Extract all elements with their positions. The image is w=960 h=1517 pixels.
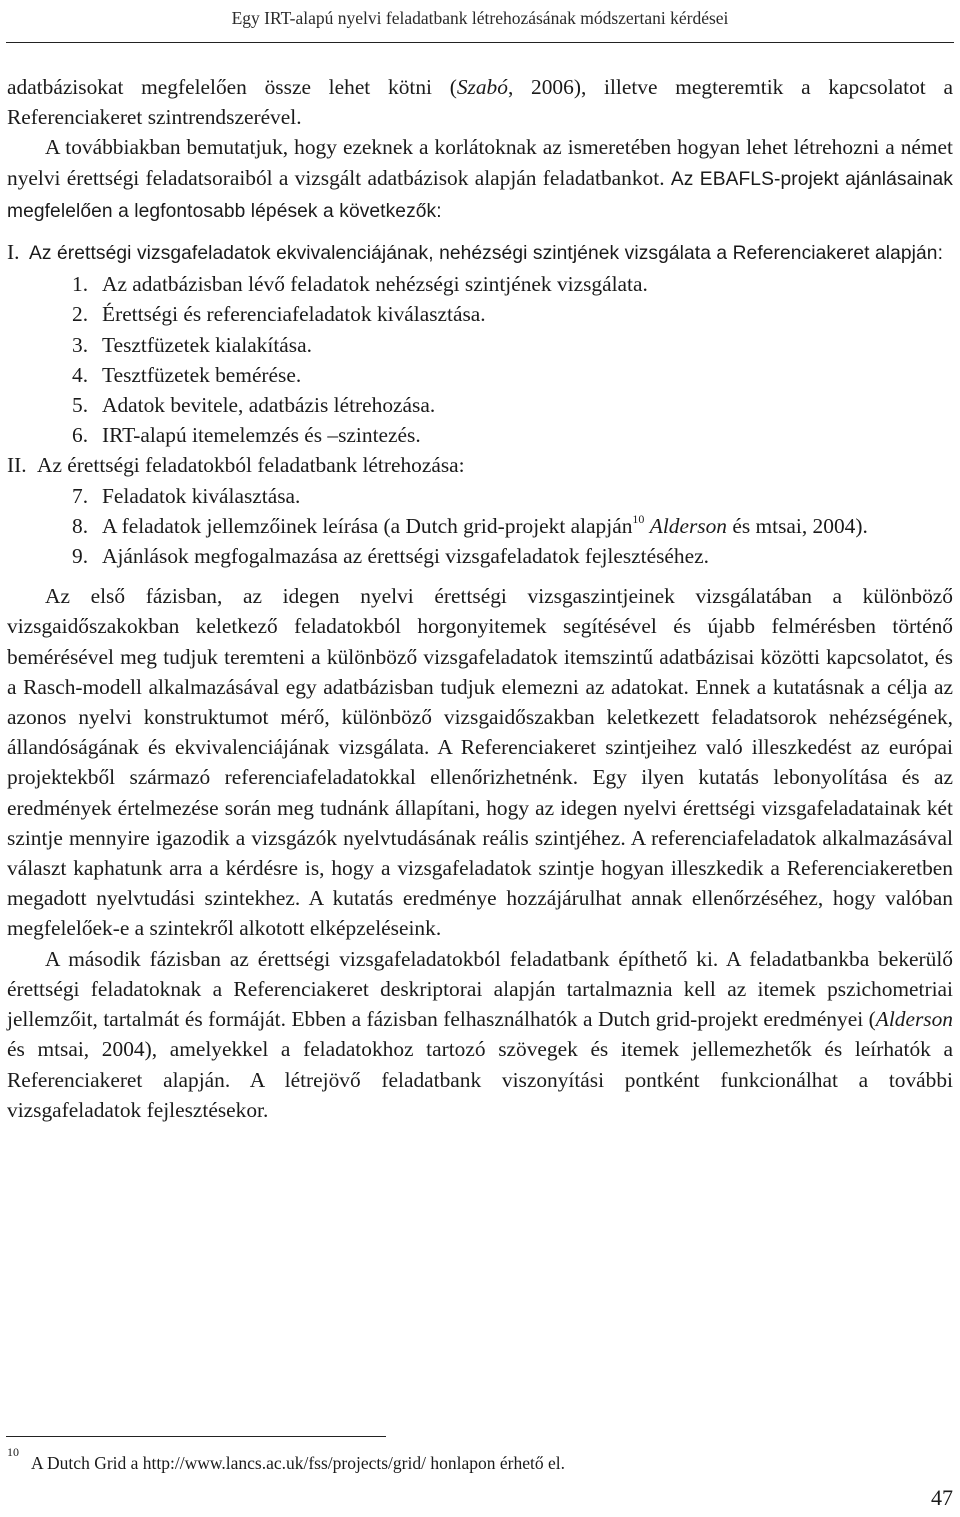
step-number: 4. (72, 362, 89, 387)
step-item (7, 420, 953, 450)
step-number: 8. (72, 513, 89, 538)
step-text-end: és mtsai, 2004). (727, 513, 868, 538)
citation-alderson: Alderson (649, 513, 727, 538)
step-number: 6. (72, 423, 89, 448)
step-number: 9. (72, 544, 89, 569)
step-number: 3. (72, 332, 89, 357)
step-text: Érettségi és referenciafeladatok kiválasztása. (102, 302, 486, 327)
footnote (7, 1445, 907, 1474)
phase-text: Az érettségi vizsgafeladatok ekvivalenciájának, nehézségi szintjének vizsgálata a Referenciakeret alapján: (29, 243, 943, 265)
spacer (7, 227, 953, 237)
footnote-marker: 10 (7, 1445, 19, 1460)
page-number: 47 (931, 1485, 953, 1510)
body-paragraph-2 (7, 944, 953, 1125)
step-text: Tesztfüzetek bemérése. (102, 362, 302, 387)
step-text: Feladatok kiválasztása. (102, 483, 301, 508)
citation-szabo: Szabó (456, 75, 508, 99)
body-paragraph-1: Az első fázisban, az idegen nyelvi érettségi vizsgaszintjeinek vizsgálatában a különböző vizsgaidőszakokban keletkező feladatokból horgonyitemek segítésével és újabb felmérésben történő bemérésével meg tudjuk teremteni a különböző vizsgafeladatok itemszintű adatbázisai közötti kapcsolatot, és a Rasch-modell alkalmazásával egy adatbázisban tudjuk elemezni az adatokat. Ennek a kutatásnak a célja az azonos nyelvi konstruktumot mérő, különböző vizsgaidőszakban keletkezett feladatsorok nehézségének, állandóságának és ekvivalenciájának vizsgálata. A Referenciakeret szintjeihez való illeszkedést az európai projektekből származó referenciafeladatokkal ellenőrizhetnénk. Egy ilyen kutatás lebonyolítása és az eredmények értelmezése során meg tudnánk állapítani, hogy az idegen nyelvi érettségi vizsgafeladatainak két szintje mennyire igazodik a vizsgázók nyelvtudásának reális szintjéhez. A referenciafeladatok alkalmazásával választ kaphatunk arra a kérdésre is, hogy a vizsgafeladatok szintje hogyan illeszkedik a Referenciakeretben megadott nyelvtudási szintekhez. A kutatás eredménye hozzájárulhat annak ellenőrzéséhez, hogy valóban megfelelőek-e a szintekről alkotott elképzeléseink. (7, 584, 953, 941)
step-number: 1. (72, 272, 89, 297)
spacer (7, 571, 953, 581)
step-item (7, 390, 953, 420)
step-item (7, 541, 953, 571)
step-text: Ajánlások megfogalmazása az érettségi vizsgafeladatok fejlesztéséhez. (102, 544, 709, 569)
step-item (7, 299, 953, 329)
footnote-ref[interactable]: 10 (632, 511, 645, 526)
page-body (7, 72, 953, 1125)
intro-text-2a: A továbbiakban bemutatjuk, hogy ezeknek a korlátoknak az ismeretében hogyan lehet létrehozni a német nyelvi érettségi feladatsoraiból a vizsgált adatbázisok alapján feladatbankot. (7, 135, 953, 190)
intro-text-2b: Az EBAFLS-projekt ajánlásainak megfelelően a legfontosabb lépések a következők: (7, 168, 953, 222)
phase-number: I. (7, 240, 20, 265)
phase-item-2 (7, 450, 953, 480)
step-text: A feladatok jellemzőinek leírása (a Dutch grid-projekt alapján (102, 513, 633, 538)
footnote-text: A Dutch Grid a http://www.lancs.ac.uk/fss/projects/grid/ honlapon érhető el. (31, 1453, 565, 1473)
step-number: 2. (72, 302, 89, 327)
step-text: Az adatbázisban lévő feladatok nehézségi szintjének vizsgálata. (102, 272, 648, 297)
step-number: 7. (72, 483, 89, 508)
header-rule (6, 42, 954, 43)
step-text: Adatok bevitele, adatbázis létrehozása. (102, 393, 436, 418)
step-text: IRT-alapú itemelemzés és –szintezés. (102, 423, 421, 448)
intro-paragraph-2 (7, 132, 953, 227)
steps-outline (7, 237, 953, 571)
intro-paragraph-1 (7, 72, 953, 132)
citation-alderson: Alderson (875, 1007, 953, 1032)
body-text-2a: A második fázisban az érettségi vizsgafeladatokból feladatbank építhető ki. A feladatbankba bekerülő érettségi feladatoknak a Referenciakeret deskriptorai alapján tartalmaznia kell az itemek pszichometriai jellemzőit, tartalmát és formáját. Ebben a fázisban felhasználhatók a Dutch grid-projekt eredményei ( (7, 946, 953, 1032)
step-item (7, 269, 953, 299)
phase-number: II. (7, 453, 27, 478)
step-text: Tesztfüzetek kialakítása. (102, 332, 312, 357)
step-item (7, 481, 953, 511)
step-item (7, 360, 953, 390)
intro-text-1b: , 2006), illetve megteremtik a kapcsolatot a Referenciakeret szintrendszerével. (7, 75, 953, 130)
phase-text: Az érettségi feladatokból feladatbank létrehozása: (37, 453, 465, 478)
step-item (7, 330, 953, 360)
step-number: 5. (72, 393, 89, 418)
body-text-2b: és mtsai, 2004), amelyekkel a feladatokhoz tartozó szövegek és itemek jellemezhetők és leírhatók a Referenciakeret alapján. A létrejövő feladatbank viszonyítási pontként funkcionálhat a további vizsgafeladatok fejlesztésekor. (7, 1037, 953, 1122)
intro-text-1a: adatbázisokat megfelelően össze lehet kötni ( (7, 75, 457, 99)
footnote-rule (6, 1436, 386, 1437)
step-item (7, 511, 953, 541)
running-header: Egy IRT-alapú nyelvi feladatbank létrehozásának módszertani kérdései (231, 8, 729, 28)
phase-item-1 (7, 237, 953, 269)
